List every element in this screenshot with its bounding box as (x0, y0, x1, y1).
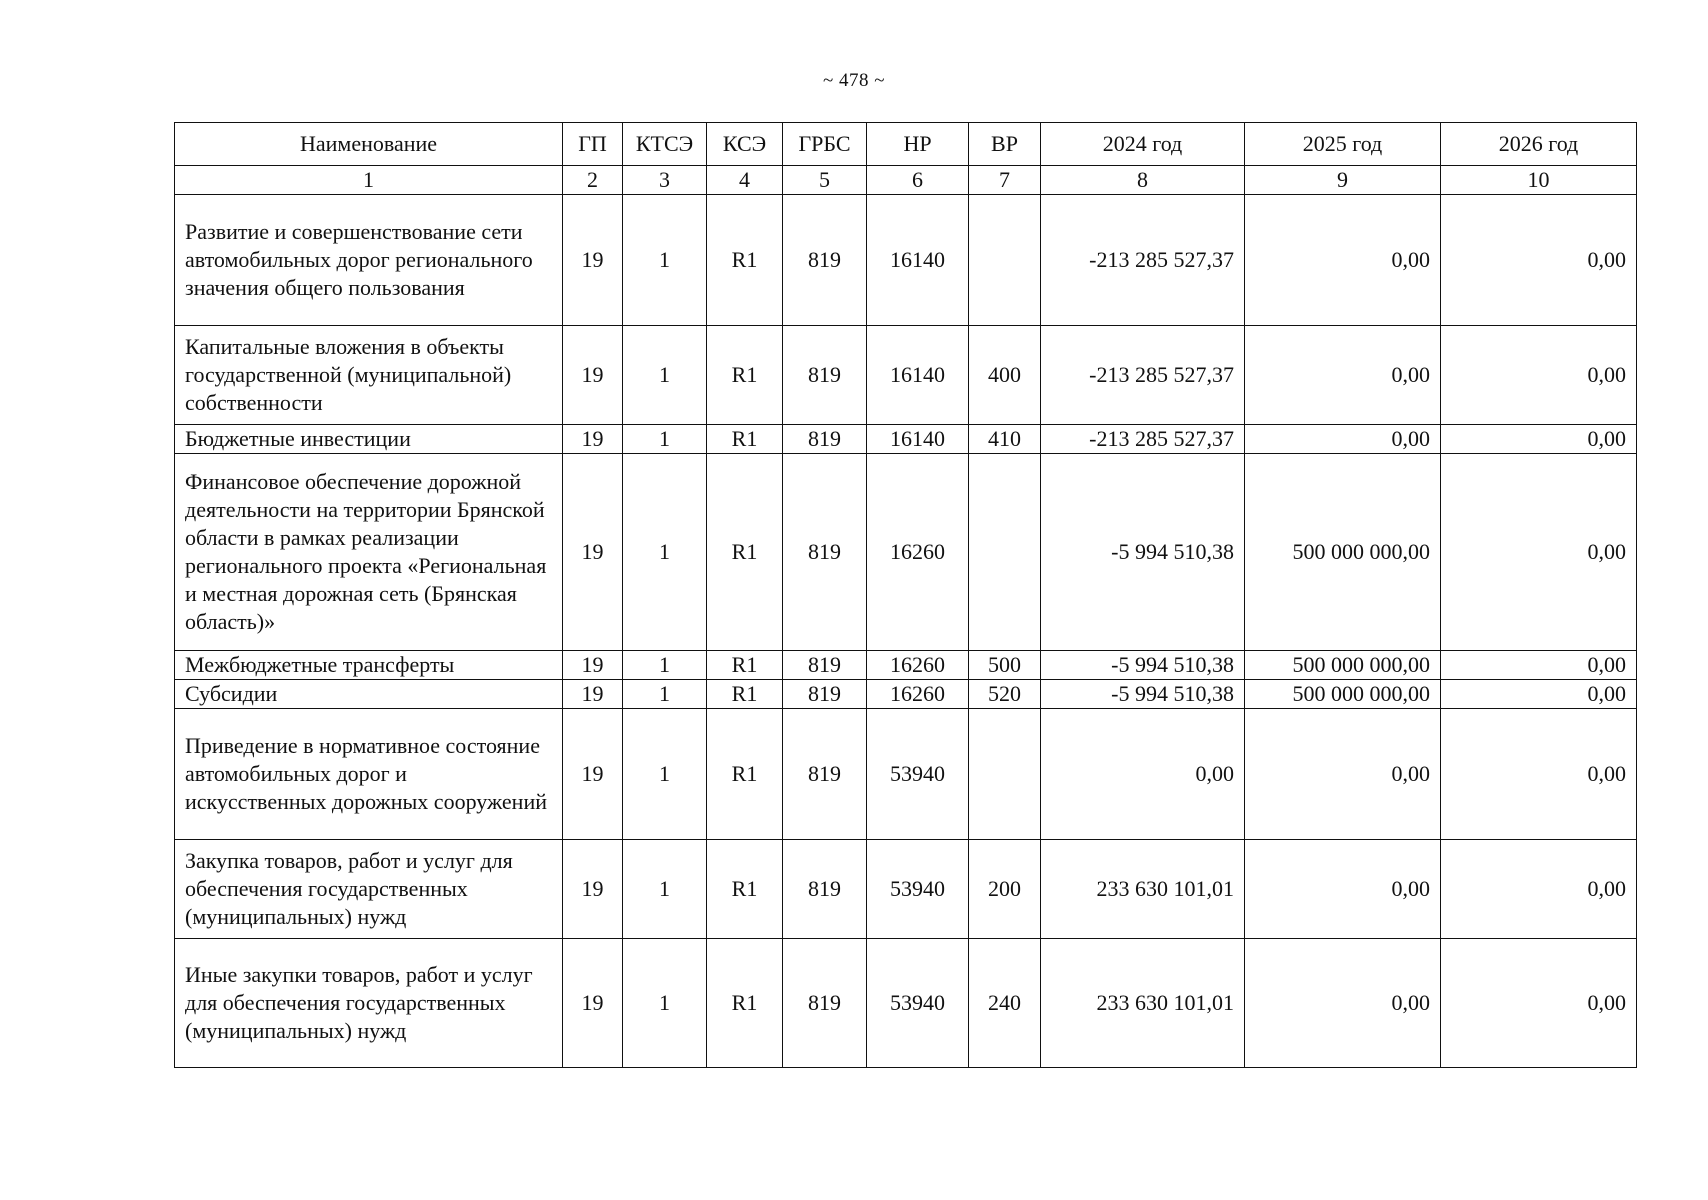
cell-2024: 0,00 (1041, 709, 1245, 840)
cell-ktse: 1 (623, 840, 707, 939)
cell-2026: 0,00 (1441, 840, 1637, 939)
cell-2025: 0,00 (1245, 425, 1441, 454)
cell-nr: 16140 (867, 195, 969, 326)
header-gp: ГП (563, 123, 623, 166)
cell-kse: R1 (707, 651, 783, 680)
column-number: 4 (707, 166, 783, 195)
cell-2024: -5 994 510,38 (1041, 651, 1245, 680)
cell-ktse: 1 (623, 709, 707, 840)
header-nr: НР (867, 123, 969, 166)
cell-vr: 520 (969, 680, 1041, 709)
cell-nr: 53940 (867, 709, 969, 840)
row-name: Бюджетные инвестиции (175, 425, 563, 454)
cell-2025: 500 000 000,00 (1245, 454, 1441, 651)
cell-gp: 19 (563, 709, 623, 840)
cell-ktse: 1 (623, 651, 707, 680)
cell-2025: 0,00 (1245, 939, 1441, 1068)
cell-gp: 19 (563, 651, 623, 680)
cell-gp: 19 (563, 425, 623, 454)
cell-grbs: 819 (783, 651, 867, 680)
cell-nr: 53940 (867, 840, 969, 939)
cell-gp: 19 (563, 840, 623, 939)
cell-vr (969, 454, 1041, 651)
row-name: Межбюджетные трансферты (175, 651, 563, 680)
cell-2025: 0,00 (1245, 195, 1441, 326)
cell-2026: 0,00 (1441, 326, 1637, 425)
cell-nr: 16140 (867, 425, 969, 454)
row-name: Субсидии (175, 680, 563, 709)
table-row (175, 454, 1637, 651)
cell-2024: -213 285 527,37 (1041, 195, 1245, 326)
row-name: Иные закупки товаров, работ и услуг для обеспечения государственных (муниципальных) нужд (175, 939, 563, 1068)
table-row (175, 425, 1637, 454)
cell-kse: R1 (707, 840, 783, 939)
cell-vr (969, 195, 1041, 326)
cell-2024: 233 630 101,01 (1041, 840, 1245, 939)
cell-2025: 500 000 000,00 (1245, 680, 1441, 709)
column-number: 3 (623, 166, 707, 195)
cell-2026: 0,00 (1441, 195, 1637, 326)
table-row (175, 709, 1637, 840)
cell-gp: 19 (563, 195, 623, 326)
cell-vr: 410 (969, 425, 1041, 454)
header-2025: 2025 год (1245, 123, 1441, 166)
cell-gp: 19 (563, 326, 623, 425)
cell-gp: 19 (563, 939, 623, 1068)
cell-vr: 240 (969, 939, 1041, 1068)
cell-ktse: 1 (623, 195, 707, 326)
cell-2024: -5 994 510,38 (1041, 680, 1245, 709)
header-kse: КСЭ (707, 123, 783, 166)
table-row (175, 680, 1637, 709)
cell-2026: 0,00 (1441, 454, 1637, 651)
cell-grbs: 819 (783, 454, 867, 651)
cell-2024: -213 285 527,37 (1041, 326, 1245, 425)
cell-nr: 16260 (867, 454, 969, 651)
column-number: 5 (783, 166, 867, 195)
column-number: 9 (1245, 166, 1441, 195)
cell-kse: R1 (707, 195, 783, 326)
cell-2025: 0,00 (1245, 840, 1441, 939)
cell-gp: 19 (563, 454, 623, 651)
cell-grbs: 819 (783, 195, 867, 326)
cell-nr: 53940 (867, 939, 969, 1068)
header-2024: 2024 год (1041, 123, 1245, 166)
header-2026: 2026 год (1441, 123, 1637, 166)
cell-vr (969, 709, 1041, 840)
column-number: 10 (1441, 166, 1637, 195)
table-row (175, 195, 1637, 326)
row-name: Приведение в нормативное состояние автомобильных дорог и искусственных дорожных сооружений (175, 709, 563, 840)
header-vr: ВР (969, 123, 1041, 166)
cell-vr: 500 (969, 651, 1041, 680)
cell-ktse: 1 (623, 326, 707, 425)
cell-2024: -5 994 510,38 (1041, 454, 1245, 651)
cell-nr: 16140 (867, 326, 969, 425)
cell-nr: 16260 (867, 651, 969, 680)
column-number: 8 (1041, 166, 1245, 195)
cell-grbs: 819 (783, 680, 867, 709)
column-number: 2 (563, 166, 623, 195)
cell-2026: 0,00 (1441, 680, 1637, 709)
cell-ktse: 1 (623, 425, 707, 454)
table-row (175, 651, 1637, 680)
cell-kse: R1 (707, 454, 783, 651)
cell-kse: R1 (707, 680, 783, 709)
budget-table (174, 122, 1637, 1068)
cell-2026: 0,00 (1441, 425, 1637, 454)
cell-kse: R1 (707, 326, 783, 425)
cell-ktse: 1 (623, 454, 707, 651)
cell-nr: 16260 (867, 680, 969, 709)
row-name: Финансовое обеспечение дорожной деятельности на территории Брянской области в рамках реализации регионального проекта «Региональная и местная дорожная сеть (Брянская область)» (175, 454, 563, 651)
cell-ktse: 1 (623, 680, 707, 709)
cell-2024: 233 630 101,01 (1041, 939, 1245, 1068)
cell-vr: 200 (969, 840, 1041, 939)
page-number: ~ 478 ~ (822, 70, 886, 91)
row-name: Закупка товаров, работ и услуг для обеспечения государственных (муниципальных) нужд (175, 840, 563, 939)
cell-2025: 0,00 (1245, 326, 1441, 425)
header-grbs: ГРБС (783, 123, 867, 166)
column-number-row (175, 166, 1637, 195)
cell-grbs: 819 (783, 939, 867, 1068)
cell-2025: 500 000 000,00 (1245, 651, 1441, 680)
column-number: 1 (175, 166, 563, 195)
header-ktse: КТСЭ (623, 123, 707, 166)
cell-vr: 400 (969, 326, 1041, 425)
cell-grbs: 819 (783, 840, 867, 939)
cell-kse: R1 (707, 939, 783, 1068)
table-row (175, 939, 1637, 1068)
header-name: Наименование (175, 123, 563, 166)
cell-2026: 0,00 (1441, 651, 1637, 680)
table-row (175, 326, 1637, 425)
cell-grbs: 819 (783, 326, 867, 425)
cell-2026: 0,00 (1441, 709, 1637, 840)
header-row (175, 123, 1637, 166)
row-name: Развитие и совершенствование сети автомобильных дорог регионального значения общего пользования (175, 195, 563, 326)
cell-kse: R1 (707, 425, 783, 454)
cell-2026: 0,00 (1441, 939, 1637, 1068)
cell-2025: 0,00 (1245, 709, 1441, 840)
cell-grbs: 819 (783, 425, 867, 454)
cell-ktse: 1 (623, 939, 707, 1068)
column-number: 7 (969, 166, 1041, 195)
table-row (175, 840, 1637, 939)
row-name: Капитальные вложения в объекты государственной (муниципальной) собственности (175, 326, 563, 425)
cell-gp: 19 (563, 680, 623, 709)
cell-kse: R1 (707, 709, 783, 840)
cell-grbs: 819 (783, 709, 867, 840)
cell-2024: -213 285 527,37 (1041, 425, 1245, 454)
column-number: 6 (867, 166, 969, 195)
